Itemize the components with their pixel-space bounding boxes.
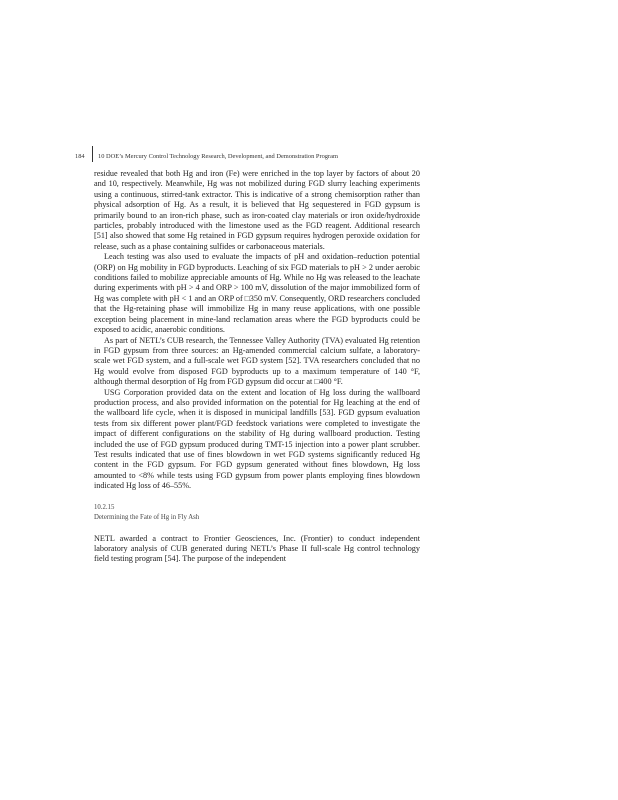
section-title: Determining the Fate of Hg in Fly Ash: [94, 513, 200, 521]
paragraph-usg-corporation: USG Corporation provided data on the extent and location of Hg loss during the wallboard production process, and also provided information on the potential for Hg leaching at the end of the wallboard life cycle, when it is disposed in municipal landfills [53]. FGD gypsum evaluation tests from six different power plant/FGD feedstock variations were completed to investigate the impact of different configurations on the stability of Hg during wallboard production. Testing included the use of FGD gypsum produced during TMT-15 injection into a power plant scrubber. Test results indicated that use of fines blowdown in wet FGD systems significantly reduced Hg content in the FGD gypsum. For FGD gypsum generated without fines blowdown, Hg loss amounted to <8% while tests using FGD gypsum from power plants employing fines blowdown indicated Hg loss of 46–55%.: [94, 387, 420, 491]
body-text: [94, 169, 420, 565]
chapter-title: 10 DOE’s Mercury Control Technology Research, Development, and Demonstration Program: [98, 153, 338, 160]
paragraph-netl-frontier: NETL awarded a contract to Frontier Geosciences, Inc. (Frontier) to conduct independent laboratory analysis of CUB generated during NETL’s Phase II full-scale Hg control technology field testing program [54]. The purpose of the independent: [94, 533, 420, 564]
page-number: 184: [75, 153, 85, 160]
paragraph-hg-iron-residue: residue revealed that both Hg and iron (Fe) were enriched in the top layer by factors of about 20 and 10, respectively. Meanwhile, Hg was not mobilized during FGD slurry leaching experiments using a continuous, stirred-tank extractor. This is indicative of a strong chemisorption rather than physical adsorption of Hg. As a result, it is believed that Hg sequestered in FGD gypsum is primarily bound to an iron-rich phase, such as iron-coated clay materials or iron oxide/hydroxide particles, probably introduced with the limestone used as the FGD reagent. Additional research [51] also showed that some Hg retained in FGD gypsum requires hydrogen peroxide oxidation for release, such as a phase containing sulfides or carbonaceous materials.: [94, 169, 420, 251]
paragraph-leach-testing: Leach testing was also used to evaluate the impacts of pH and oxidation–reduction potential (ORP) on Hg mobility in FGD byproducts. Leaching of six FGD materials to pH > 2 under aerobic conditions failed to mobilize appreciable amounts of Hg. While no Hg was released to the leachate during experiments with pH > 4 and ORP > 100 mV, dissolution of the major immobilized form of Hg was complete with pH < 1 and an ORP of □350 mV. Consequently, ORD researchers concluded that the Hg-retaining phase will immobilize Hg in many reuse applications, with one possible exception being placement in mine-land reclamation areas where the FGD byproducts could be exposed to acidic, anaerobic conditions.: [94, 252, 420, 335]
section-number: 10.2.15: [94, 503, 115, 511]
section-heading: [94, 503, 420, 523]
header-rule: [92, 146, 93, 162]
paragraph-tva-research: As part of NETL’s CUB research, the Tennessee Valley Authority (TVA) evaluated Hg retention in FGD gypsum from three sources: an Hg-amended commercial calcium sulfate, a laboratory-scale wet FGD system, and a full-scale wet FGD system [52]. TVA researchers concluded that no Hg would evolve from disposed FGD byproducts up to a maximum temperature of 140 °F, although thermal desorption of Hg from FGD gypsum did occur at □400 °F.: [94, 335, 420, 387]
running-head: [0, 150, 618, 164]
